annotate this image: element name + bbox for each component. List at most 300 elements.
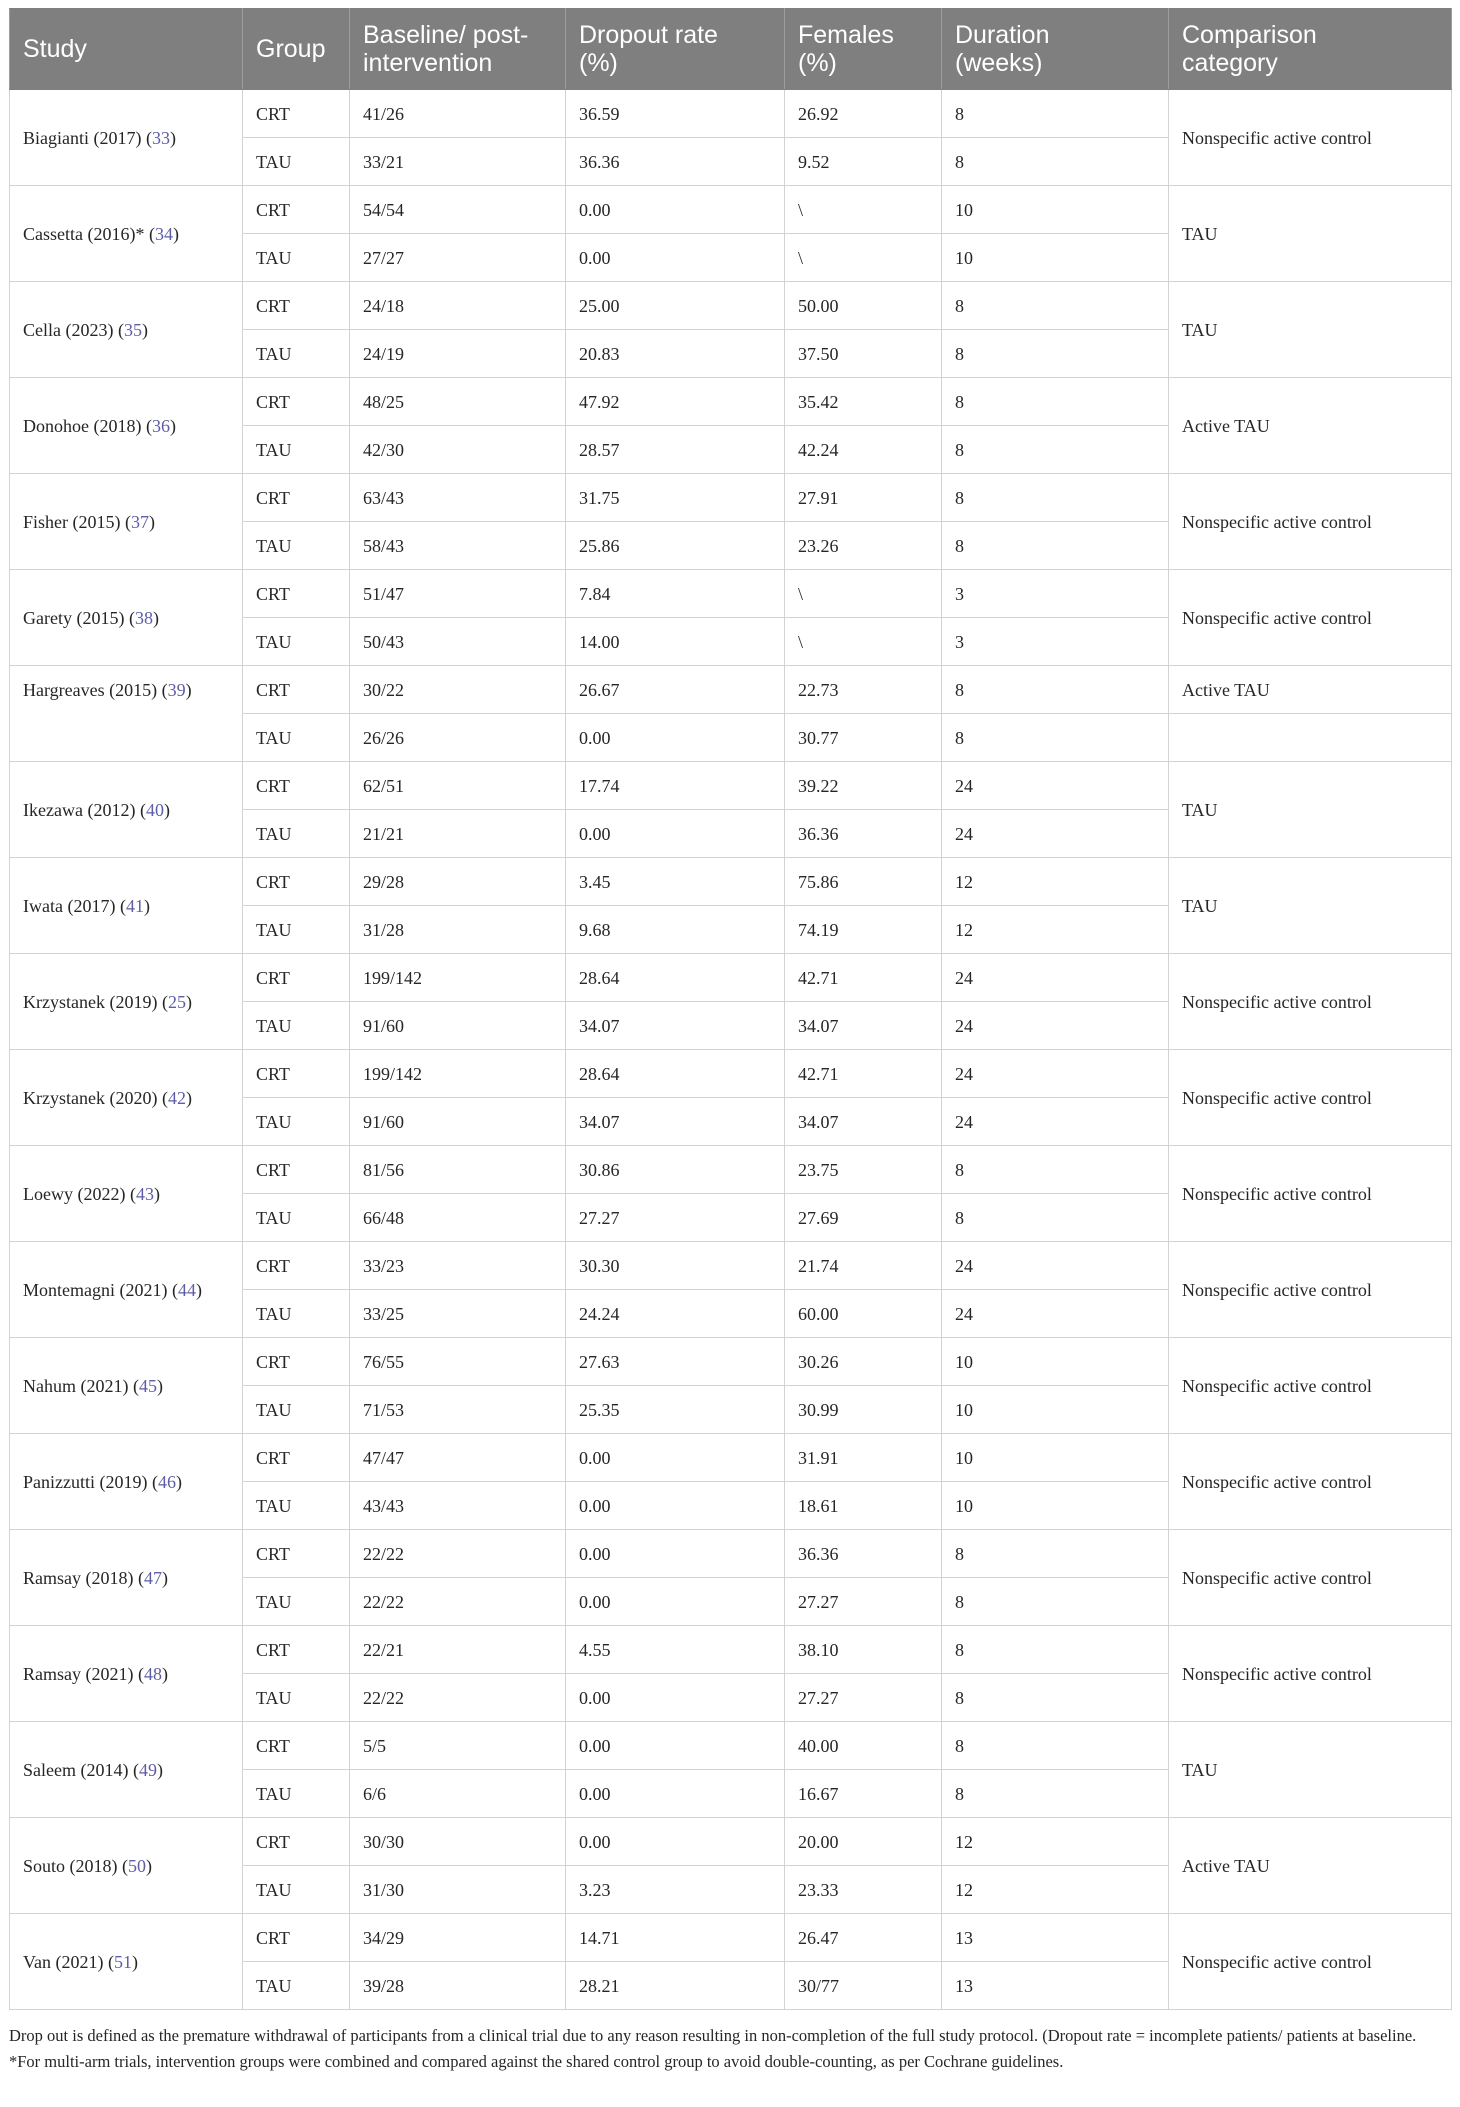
reference-link[interactable] bbox=[146, 416, 176, 436]
dropout-rate-cell: 36.59 bbox=[566, 90, 785, 138]
table-row bbox=[10, 762, 1452, 810]
dropout-rate-cell: 34.07 bbox=[566, 1098, 785, 1146]
dropout-rate-cell: 0.00 bbox=[566, 1674, 785, 1722]
reference-number[interactable]: 41 bbox=[125, 895, 144, 916]
females-percent-cell: \ bbox=[785, 570, 942, 618]
group-cell: CRT bbox=[243, 570, 350, 618]
duration-weeks-cell: 10 bbox=[942, 234, 1169, 282]
dropout-rate-cell: 14.00 bbox=[566, 618, 785, 666]
reference-link[interactable] bbox=[130, 1184, 160, 1204]
duration-weeks-cell: 8 bbox=[942, 1674, 1169, 1722]
group-cell: TAU bbox=[243, 234, 350, 282]
study-cell bbox=[10, 1050, 243, 1146]
baseline-post-cell: 33/21 bbox=[350, 138, 566, 186]
group-cell: TAU bbox=[243, 906, 350, 954]
baseline-post-cell: 24/18 bbox=[350, 282, 566, 330]
table-row bbox=[10, 954, 1452, 1002]
table-page bbox=[9, 8, 1451, 2074]
duration-weeks-cell: 8 bbox=[942, 1530, 1169, 1578]
duration-weeks-cell: 24 bbox=[942, 1002, 1169, 1050]
duration-weeks-cell: 12 bbox=[942, 906, 1169, 954]
group-cell: TAU bbox=[243, 1482, 350, 1530]
duration-weeks-cell: 10 bbox=[942, 1482, 1169, 1530]
baseline-post-cell: 33/25 bbox=[350, 1290, 566, 1338]
study-name: Panizzutti (2019) bbox=[23, 1471, 148, 1492]
comparison-category-cell: TAU bbox=[1169, 282, 1452, 378]
column-header-label: Group bbox=[256, 35, 326, 63]
study-cell bbox=[10, 1146, 243, 1242]
reference-link[interactable] bbox=[120, 896, 150, 916]
duration-weeks-cell: 8 bbox=[942, 1578, 1169, 1626]
comparison-category-cell: Nonspecific active control bbox=[1169, 570, 1452, 666]
study-name: Ikezawa (2012) bbox=[23, 799, 136, 820]
duration-weeks-cell: 8 bbox=[942, 282, 1169, 330]
duration-weeks-cell: 8 bbox=[942, 378, 1169, 426]
females-percent-cell: 60.00 bbox=[785, 1290, 942, 1338]
comparison-category-cell: Nonspecific active control bbox=[1169, 1146, 1452, 1242]
females-percent-cell: 36.36 bbox=[785, 1530, 942, 1578]
study-name: Cassetta (2016)* bbox=[23, 223, 145, 244]
duration-weeks-cell: 24 bbox=[942, 1290, 1169, 1338]
dropout-rate-cell: 24.24 bbox=[566, 1290, 785, 1338]
dropout-rate-cell: 47.92 bbox=[566, 378, 785, 426]
baseline-post-cell: 41/26 bbox=[350, 90, 566, 138]
table-row bbox=[10, 1146, 1452, 1194]
reference-link[interactable] bbox=[172, 1280, 202, 1300]
group-cell: TAU bbox=[243, 1290, 350, 1338]
study-name: Loewy (2022) bbox=[23, 1183, 126, 1204]
reference-link[interactable] bbox=[125, 512, 155, 532]
study-cell bbox=[10, 1530, 243, 1626]
study-name: Biagianti (2017) bbox=[23, 127, 142, 148]
comparison-category-cell: Active TAU bbox=[1169, 378, 1452, 474]
females-percent-cell: 26.92 bbox=[785, 90, 942, 138]
study-name: Krzystanek (2020) bbox=[23, 1087, 158, 1108]
study-cell bbox=[10, 90, 243, 186]
duration-weeks-cell: 12 bbox=[942, 1866, 1169, 1914]
duration-weeks-cell: 12 bbox=[942, 1818, 1169, 1866]
reference-link[interactable] bbox=[122, 1856, 152, 1876]
comparison-category-cell: Nonspecific active control bbox=[1169, 1050, 1452, 1146]
study-name: Van (2021) bbox=[23, 1951, 104, 1972]
dropout-rate-cell: 34.07 bbox=[566, 1002, 785, 1050]
baseline-post-cell: 30/30 bbox=[350, 1818, 566, 1866]
column-header-females bbox=[785, 9, 942, 90]
column-header-label: Baseline/ post-intervention bbox=[363, 21, 529, 77]
females-percent-cell: 27.27 bbox=[785, 1674, 942, 1722]
study-name: Montemagni (2021) bbox=[23, 1279, 168, 1300]
comparison-category-cell: Nonspecific active control bbox=[1169, 1530, 1452, 1626]
dropout-rate-cell: 36.36 bbox=[566, 138, 785, 186]
duration-weeks-cell: 24 bbox=[942, 954, 1169, 1002]
females-percent-cell: 39.22 bbox=[785, 762, 942, 810]
header-row bbox=[10, 9, 1452, 90]
females-percent-cell: 20.00 bbox=[785, 1818, 942, 1866]
dropout-rate-cell: 28.57 bbox=[566, 426, 785, 474]
females-percent-cell: 30/77 bbox=[785, 1962, 942, 2010]
baseline-post-cell: 199/142 bbox=[350, 954, 566, 1002]
dropout-rate-cell: 0.00 bbox=[566, 234, 785, 282]
duration-weeks-cell: 8 bbox=[942, 1770, 1169, 1818]
study-cell bbox=[10, 858, 243, 954]
column-header-group bbox=[243, 9, 350, 90]
duration-weeks-cell: 8 bbox=[942, 1722, 1169, 1770]
females-percent-cell: 18.61 bbox=[785, 1482, 942, 1530]
reference-link[interactable] bbox=[162, 1088, 192, 1108]
baseline-post-cell: 24/19 bbox=[350, 330, 566, 378]
table-footnotes bbox=[9, 2024, 1451, 2074]
duration-weeks-cell: 8 bbox=[942, 426, 1169, 474]
reference-number[interactable]: 49 bbox=[138, 1759, 157, 1780]
females-percent-cell: 34.07 bbox=[785, 1098, 942, 1146]
column-header-label: Study bbox=[23, 35, 87, 63]
group-cell: TAU bbox=[243, 618, 350, 666]
reference-number[interactable]: 43 bbox=[135, 1183, 154, 1204]
group-cell: CRT bbox=[243, 858, 350, 906]
reference-number[interactable]: 40 bbox=[145, 799, 164, 820]
dropout-rate-cell: 28.21 bbox=[566, 1962, 785, 2010]
table-body bbox=[10, 90, 1452, 2010]
baseline-post-cell: 31/30 bbox=[350, 1866, 566, 1914]
comparison-category-cell: Active TAU bbox=[1169, 1818, 1452, 1914]
group-cell: CRT bbox=[243, 1338, 350, 1386]
comparison-category-cell: Nonspecific active control bbox=[1169, 1914, 1452, 2010]
dropout-rate-cell: 3.45 bbox=[566, 858, 785, 906]
group-cell: CRT bbox=[243, 282, 350, 330]
table-row bbox=[10, 1434, 1452, 1482]
dropout-rate-cell: 0.00 bbox=[566, 1818, 785, 1866]
females-percent-cell: 30.77 bbox=[785, 714, 942, 762]
group-cell: CRT bbox=[243, 1146, 350, 1194]
study-name: Fisher (2015) bbox=[23, 511, 121, 532]
baseline-post-cell: 51/47 bbox=[350, 570, 566, 618]
reference-number[interactable]: 37 bbox=[131, 511, 149, 532]
table-row bbox=[10, 1338, 1452, 1386]
dropout-rate-cell: 27.27 bbox=[566, 1194, 785, 1242]
duration-weeks-cell: 3 bbox=[942, 570, 1169, 618]
dropout-rate-cell: 30.86 bbox=[566, 1146, 785, 1194]
column-header-baseline-post bbox=[350, 9, 566, 90]
column-header-comparison-category bbox=[1169, 9, 1452, 90]
table-row bbox=[10, 1242, 1452, 1290]
column-header-label: Comparison category bbox=[1182, 21, 1317, 77]
table-row bbox=[10, 186, 1452, 234]
duration-weeks-cell: 8 bbox=[942, 90, 1169, 138]
study-name: Ramsay (2018) bbox=[23, 1567, 134, 1588]
group-cell: TAU bbox=[243, 1866, 350, 1914]
reference-link[interactable] bbox=[138, 1568, 168, 1588]
study-cell bbox=[10, 1722, 243, 1818]
baseline-post-cell: 22/22 bbox=[350, 1530, 566, 1578]
reference-link[interactable] bbox=[140, 800, 170, 820]
comparison-category-cell: Nonspecific active control bbox=[1169, 474, 1452, 570]
comparison-category-cell: Nonspecific active control bbox=[1169, 1626, 1452, 1722]
comparison-category-cell: Nonspecific active control bbox=[1169, 1338, 1452, 1434]
group-cell: TAU bbox=[243, 1386, 350, 1434]
column-header-label: Dropout rate (%) bbox=[579, 21, 718, 77]
females-percent-cell: 27.69 bbox=[785, 1194, 942, 1242]
duration-weeks-cell: 12 bbox=[942, 858, 1169, 906]
column-header-label: Females (%) bbox=[798, 21, 894, 77]
females-percent-cell: 40.00 bbox=[785, 1722, 942, 1770]
reference-number[interactable]: 48 bbox=[143, 1663, 162, 1684]
group-cell: TAU bbox=[243, 330, 350, 378]
reference-link[interactable] bbox=[162, 992, 192, 1012]
group-cell: CRT bbox=[243, 762, 350, 810]
table-header bbox=[10, 9, 1452, 90]
comparison-category-cell: TAU bbox=[1169, 762, 1452, 858]
reference-number[interactable]: 36 bbox=[151, 415, 170, 436]
study-cell bbox=[10, 1338, 243, 1434]
baseline-post-cell: 50/43 bbox=[350, 618, 566, 666]
duration-weeks-cell: 13 bbox=[942, 1914, 1169, 1962]
females-percent-cell: 22.73 bbox=[785, 666, 942, 714]
group-cell: TAU bbox=[243, 1674, 350, 1722]
females-percent-cell: 42.24 bbox=[785, 426, 942, 474]
baseline-post-cell: 47/47 bbox=[350, 1434, 566, 1482]
reference-link[interactable] bbox=[133, 1376, 163, 1396]
study-name: Cella (2023) bbox=[23, 319, 114, 340]
reference-number[interactable]: 50 bbox=[128, 1855, 146, 1876]
baseline-post-cell: 39/28 bbox=[350, 1962, 566, 2010]
females-percent-cell: 27.27 bbox=[785, 1578, 942, 1626]
duration-weeks-cell: 8 bbox=[942, 522, 1169, 570]
group-cell: CRT bbox=[243, 1530, 350, 1578]
dropout-rate-cell: 20.83 bbox=[566, 330, 785, 378]
table-row bbox=[10, 1818, 1452, 1866]
study-cell bbox=[10, 1242, 243, 1338]
females-percent-cell: 30.26 bbox=[785, 1338, 942, 1386]
comparison-category-cell: Nonspecific active control bbox=[1169, 1434, 1452, 1530]
group-cell: CRT bbox=[243, 1914, 350, 1962]
females-percent-cell: 23.33 bbox=[785, 1866, 942, 1914]
dropout-rate-cell: 31.75 bbox=[566, 474, 785, 522]
comparison-category-cell bbox=[1169, 714, 1452, 762]
baseline-post-cell: 58/43 bbox=[350, 522, 566, 570]
duration-weeks-cell: 10 bbox=[942, 186, 1169, 234]
dropout-rate-cell: 0.00 bbox=[566, 186, 785, 234]
baseline-post-cell: 22/22 bbox=[350, 1578, 566, 1626]
baseline-post-cell: 199/142 bbox=[350, 1050, 566, 1098]
baseline-post-cell: 27/27 bbox=[350, 234, 566, 282]
table-row bbox=[10, 1722, 1452, 1770]
baseline-post-cell: 91/60 bbox=[350, 1002, 566, 1050]
comparison-category-cell: Active TAU bbox=[1169, 666, 1452, 714]
reference-link[interactable] bbox=[118, 320, 148, 340]
dropout-rate-cell: 0.00 bbox=[566, 1770, 785, 1818]
duration-weeks-cell: 8 bbox=[942, 474, 1169, 522]
females-percent-cell: 37.50 bbox=[785, 330, 942, 378]
column-header-duration bbox=[942, 9, 1169, 90]
females-percent-cell: 35.42 bbox=[785, 378, 942, 426]
baseline-post-cell: 6/6 bbox=[350, 1770, 566, 1818]
group-cell: TAU bbox=[243, 522, 350, 570]
comparison-category-cell: Nonspecific active control bbox=[1169, 90, 1452, 186]
table-row bbox=[10, 90, 1452, 138]
duration-weeks-cell: 8 bbox=[942, 138, 1169, 186]
duration-weeks-cell: 8 bbox=[942, 1194, 1169, 1242]
females-percent-cell: 23.75 bbox=[785, 1146, 942, 1194]
reference-link[interactable] bbox=[146, 128, 176, 148]
study-characteristics-table bbox=[9, 8, 1452, 2010]
group-cell: TAU bbox=[243, 810, 350, 858]
study-cell bbox=[10, 570, 243, 666]
study-cell bbox=[10, 186, 243, 282]
study-name: Iwata (2017) bbox=[23, 895, 116, 916]
comparison-category-cell: Nonspecific active control bbox=[1169, 1242, 1452, 1338]
baseline-post-cell: 42/30 bbox=[350, 426, 566, 474]
duration-weeks-cell: 10 bbox=[942, 1338, 1169, 1386]
study-name: Saleem (2014) bbox=[23, 1759, 129, 1780]
study-cell bbox=[10, 762, 243, 858]
females-percent-cell: 74.19 bbox=[785, 906, 942, 954]
dropout-rate-cell: 0.00 bbox=[566, 1578, 785, 1626]
dropout-rate-cell: 0.00 bbox=[566, 1482, 785, 1530]
study-name: Krzystanek (2019) bbox=[23, 991, 158, 1012]
group-cell: TAU bbox=[243, 1578, 350, 1626]
group-cell: TAU bbox=[243, 138, 350, 186]
baseline-post-cell: 54/54 bbox=[350, 186, 566, 234]
reference-number[interactable]: 44 bbox=[177, 1279, 196, 1300]
females-percent-cell: 23.26 bbox=[785, 522, 942, 570]
table-row bbox=[10, 1530, 1452, 1578]
reference-link[interactable] bbox=[152, 1472, 182, 1492]
baseline-post-cell: 91/60 bbox=[350, 1098, 566, 1146]
reference-number[interactable]: 47 bbox=[143, 1567, 162, 1588]
reference-link[interactable] bbox=[129, 608, 159, 628]
duration-weeks-cell: 24 bbox=[942, 1050, 1169, 1098]
baseline-post-cell: 22/22 bbox=[350, 1674, 566, 1722]
baseline-post-cell: 71/53 bbox=[350, 1386, 566, 1434]
table-row bbox=[10, 570, 1452, 618]
females-percent-cell: \ bbox=[785, 618, 942, 666]
group-cell: CRT bbox=[243, 1722, 350, 1770]
study-cell bbox=[10, 1914, 243, 2010]
duration-weeks-cell: 8 bbox=[942, 666, 1169, 714]
study-name: Ramsay (2021) bbox=[23, 1663, 134, 1684]
baseline-post-cell: 31/28 bbox=[350, 906, 566, 954]
reference-number[interactable]: 25 bbox=[167, 991, 186, 1012]
footnote-dropout-definition: Drop out is defined as the premature withdrawal of participants from a clinical trial due to any reason resulting in non-completion of the full study protocol. (Dropout rate = incomplete patients/ patients at baseline. bbox=[9, 2026, 1417, 2045]
dropout-rate-cell: 25.86 bbox=[566, 522, 785, 570]
reference-number[interactable]: 33 bbox=[151, 127, 170, 148]
study-name: Souto (2018) bbox=[23, 1855, 118, 1876]
baseline-post-cell: 76/55 bbox=[350, 1338, 566, 1386]
group-cell: CRT bbox=[243, 1818, 350, 1866]
footnote-multi-arm-trials: *For multi-arm trials, intervention groups were combined and compared against the shared control group to avoid double-counting, as per Cochrane guidelines. bbox=[9, 2052, 1064, 2071]
baseline-post-cell: 26/26 bbox=[350, 714, 566, 762]
dropout-rate-cell: 3.23 bbox=[566, 1866, 785, 1914]
duration-weeks-cell: 10 bbox=[942, 1386, 1169, 1434]
reference-link[interactable] bbox=[138, 1664, 168, 1684]
dropout-rate-cell: 0.00 bbox=[566, 714, 785, 762]
dropout-rate-cell: 4.55 bbox=[566, 1626, 785, 1674]
reference-number[interactable]: 46 bbox=[157, 1471, 176, 1492]
females-percent-cell: \ bbox=[785, 234, 942, 282]
study-cell bbox=[10, 474, 243, 570]
reference-link[interactable] bbox=[133, 1760, 163, 1780]
comparison-category-cell: TAU bbox=[1169, 186, 1452, 282]
column-header-study bbox=[10, 9, 243, 90]
baseline-post-cell: 48/25 bbox=[350, 378, 566, 426]
study-cell bbox=[10, 666, 243, 762]
females-percent-cell: 75.86 bbox=[785, 858, 942, 906]
dropout-rate-cell: 25.00 bbox=[566, 282, 785, 330]
baseline-post-cell: 81/56 bbox=[350, 1146, 566, 1194]
group-cell: TAU bbox=[243, 1194, 350, 1242]
duration-weeks-cell: 8 bbox=[942, 1626, 1169, 1674]
duration-weeks-cell: 8 bbox=[942, 714, 1169, 762]
duration-weeks-cell: 8 bbox=[942, 330, 1169, 378]
reference-link[interactable] bbox=[149, 224, 179, 244]
group-cell: CRT bbox=[243, 1434, 350, 1482]
baseline-post-cell: 22/21 bbox=[350, 1626, 566, 1674]
reference-link[interactable] bbox=[108, 1952, 138, 1972]
group-cell: TAU bbox=[243, 714, 350, 762]
table-row bbox=[10, 1050, 1452, 1098]
duration-weeks-cell: 3 bbox=[942, 618, 1169, 666]
study-name: Nahum (2021) bbox=[23, 1375, 129, 1396]
females-percent-cell: 27.91 bbox=[785, 474, 942, 522]
reference-number[interactable]: 38 bbox=[134, 607, 153, 628]
table-row bbox=[10, 1914, 1452, 1962]
dropout-rate-cell: 14.71 bbox=[566, 1914, 785, 1962]
females-percent-cell: 16.67 bbox=[785, 1770, 942, 1818]
duration-weeks-cell: 13 bbox=[942, 1962, 1169, 2010]
study-cell bbox=[10, 954, 243, 1050]
dropout-rate-cell: 0.00 bbox=[566, 1722, 785, 1770]
column-header-label: Duration (weeks) bbox=[955, 21, 1050, 77]
baseline-post-cell: 21/21 bbox=[350, 810, 566, 858]
reference-number[interactable]: 39 bbox=[167, 680, 186, 700]
reference-number[interactable]: 45 bbox=[138, 1375, 157, 1396]
study-name: Garety (2015) bbox=[23, 607, 125, 628]
group-cell: CRT bbox=[243, 954, 350, 1002]
table-row bbox=[10, 282, 1452, 330]
group-cell: CRT bbox=[243, 474, 350, 522]
table-row bbox=[10, 666, 1452, 714]
dropout-rate-cell: 27.63 bbox=[566, 1338, 785, 1386]
females-percent-cell: 21.74 bbox=[785, 1242, 942, 1290]
group-cell: CRT bbox=[243, 90, 350, 138]
duration-weeks-cell: 8 bbox=[942, 1146, 1169, 1194]
duration-weeks-cell: 24 bbox=[942, 762, 1169, 810]
dropout-rate-cell: 9.68 bbox=[566, 906, 785, 954]
duration-weeks-cell: 10 bbox=[942, 1434, 1169, 1482]
females-percent-cell: 30.99 bbox=[785, 1386, 942, 1434]
column-header-dropout-rate bbox=[566, 9, 785, 90]
reference-number[interactable]: 42 bbox=[167, 1087, 186, 1108]
study-name: Hargreaves (2015) bbox=[23, 680, 158, 700]
duration-weeks-cell: 24 bbox=[942, 810, 1169, 858]
group-cell: TAU bbox=[243, 1770, 350, 1818]
reference-link[interactable] bbox=[162, 680, 192, 700]
dropout-rate-cell: 26.67 bbox=[566, 666, 785, 714]
reference-number[interactable]: 34 bbox=[154, 223, 173, 244]
group-cell: TAU bbox=[243, 1098, 350, 1146]
females-percent-cell: 9.52 bbox=[785, 138, 942, 186]
females-percent-cell: 42.71 bbox=[785, 1050, 942, 1098]
study-cell bbox=[10, 1626, 243, 1722]
females-percent-cell: 26.47 bbox=[785, 1914, 942, 1962]
baseline-post-cell: 63/43 bbox=[350, 474, 566, 522]
reference-number[interactable]: 35 bbox=[123, 319, 142, 340]
study-cell bbox=[10, 1434, 243, 1530]
study-cell bbox=[10, 378, 243, 474]
reference-number[interactable]: 51 bbox=[113, 1951, 132, 1972]
group-cell: CRT bbox=[243, 666, 350, 714]
dropout-rate-cell: 25.35 bbox=[566, 1386, 785, 1434]
